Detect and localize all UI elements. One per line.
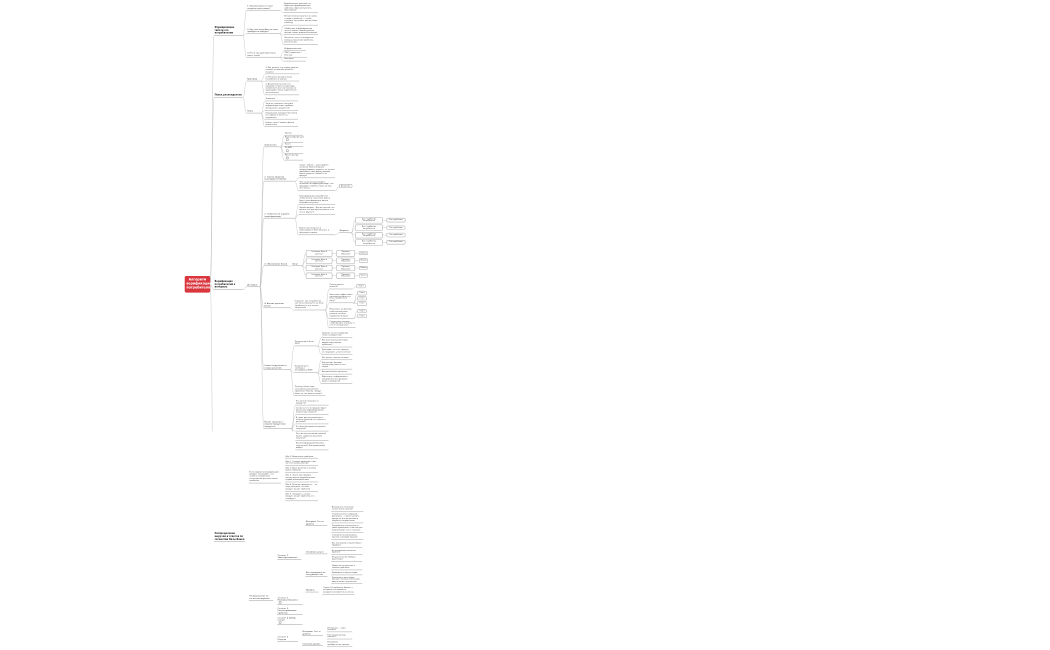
node-label: Важно: [360, 273, 367, 276]
node-label: Шаг 2. Ваше решение и почему важно (пример): [285, 466, 316, 472]
detail-node[interactable]: [265, 76, 299, 81]
topic-node[interactable]: [277, 617, 302, 625]
chain-node[interactable]: [387, 218, 406, 222]
node-label: 3. Актуальность опыта по каждому сегменту структуры: особенность всех согласных на аудиторию, лучше параллельно по сегментам: [265, 82, 297, 94]
detail-node[interactable]: [265, 121, 298, 126]
node-label: Интересно — надо платить?: [327, 626, 346, 631]
detail-node[interactable]: [285, 468, 318, 473]
node-label: Описание уровня: [302, 642, 321, 645]
node-label: Как искали решение (сбор вариантов решения проблемы): [321, 338, 348, 346]
node-label: Эксперты: [284, 57, 294, 60]
chain-node[interactable]: [359, 273, 368, 277]
detail-node[interactable]: [265, 83, 299, 95]
topic-node[interactable]: [247, 78, 261, 81]
node-label: Погружение в команду и интерфейсы (B2B): [294, 364, 313, 372]
node-label: Шаг 3. Зачем ваш продукт, почему важны проработанные первые взаимодействия: [285, 474, 316, 481]
detail-node[interactable]: [331, 506, 363, 511]
detail-node[interactable]: [299, 181, 336, 191]
node-label: Погружение в боль (B2C): [294, 340, 314, 345]
node-label: Потребитель столкнулся со своей проблемой, если смотрел (картинками) что-то похожее: [331, 524, 363, 531]
node-label: Сколько и что в продаже будет важно для информирования (советы при покупке): [295, 406, 327, 414]
node-label: Насколько, по-вашему, в обстоятельствах решена эта боль (проблема) в быту?: [329, 308, 352, 317]
detail-node[interactable]: [321, 357, 352, 360]
node-label: Знакомство: [264, 143, 277, 147]
node-label: 4. Анализ решения болей: [264, 302, 284, 308]
node-label: Видеоконференция: [284, 135, 304, 138]
node-label: Сегмент 4. Выбор (отказ): [277, 616, 296, 622]
node-label: Самое главное — разговорить человека. Важно вопросы сформулировать заранее, но нельзя навязывать свои формулировки. Нужно увидеть, поможет ли продукт: [299, 163, 335, 177]
detail-node[interactable]: [265, 112, 298, 120]
node-label: Описание боли и контекст: [311, 258, 328, 263]
chain-node[interactable]: [336, 250, 355, 256]
node-label: Этапы погружения от старых решений: [264, 364, 287, 369]
detail-node[interactable]: [331, 577, 362, 585]
node-label: Доп. проблемы потребителя: [361, 239, 376, 245]
node-label: Привести интересные и схожие проблемы: [331, 563, 355, 569]
detail-node[interactable]: [321, 362, 352, 370]
node-label: Шаг 0. Выявление проблемы: [285, 454, 314, 458]
node-label: 2. Реальная покупательная способность и усилия: [265, 75, 292, 80]
node-label: СМИ / маркетинг / блогеры: [284, 51, 302, 56]
topic-node[interactable]: [264, 421, 292, 429]
detail-node[interactable]: [294, 300, 325, 310]
node-label: Чем лучше вы разговорите человека (интервью-разговор), тем правдивее поймёте, было ли вам чем помочь: [299, 180, 334, 190]
topic-node[interactable]: [302, 631, 323, 637]
node-label: 1. Мог решать эту задачу раньше, в каком-то важном процессе покупки: [265, 66, 299, 73]
node-label: Сегмент 2. Неопределившиеся: [277, 596, 298, 602]
detail-node[interactable]: [327, 634, 352, 639]
topic-node[interactable]: [277, 607, 302, 615]
node-label: Сегмент 1. Заинтересованные: [277, 554, 298, 559]
detail-node[interactable]: [321, 371, 352, 374]
detail-node[interactable]: [321, 332, 352, 337]
node-label: Список 10 проблем в банках, с которыми сталкивается каждый пользователь за месяц: [322, 586, 354, 593]
topic-node[interactable]: [264, 365, 291, 371]
detail-node[interactable]: [285, 484, 318, 492]
topic-node[interactable]: [277, 597, 302, 605]
chain-node[interactable]: [359, 251, 368, 255]
node-label: Насколько эффективно пытались решить эту боль (проблему) в быту?: [329, 292, 353, 302]
node-label: Правило: [305, 588, 315, 592]
node-label: Описание боли и контекст: [311, 265, 328, 270]
topic-node[interactable]: [247, 28, 280, 34]
node-label: По SMS: [284, 146, 292, 149]
branch-topic[interactable]: [214, 280, 243, 289]
detail-node[interactable]: [285, 455, 318, 458]
topic-node[interactable]: [305, 589, 318, 592]
node-label: Распределение выручки и ответов по сегментам Базы Банка: [214, 532, 245, 541]
detail-node[interactable]: [285, 460, 318, 465]
detail-node[interactable]: [295, 426, 328, 431]
topic-node[interactable]: [305, 571, 327, 577]
answer-node[interactable]: [357, 296, 366, 300]
detail-node[interactable]: [331, 572, 362, 575]
node-label: Поиск респондентов: [214, 93, 242, 97]
node-label: Подписчики конкурентов (найти по глубине в почте и в подписках): [265, 111, 298, 119]
topic-node[interactable]: [305, 520, 327, 526]
topic-node[interactable]: [247, 5, 280, 11]
branch-topic[interactable]: [214, 27, 243, 36]
detail-node[interactable]: [329, 284, 352, 289]
collapse-indicator-icon[interactable]: [286, 156, 289, 159]
topic-node[interactable]: [247, 52, 280, 58]
node-label: Расчёт сведения с нашими продуктами (докрутка): [264, 420, 286, 428]
detail-node[interactable]: [284, 136, 303, 142]
node-label: 3. Кто и где действительно хочет этого?: [247, 51, 276, 57]
chain-node[interactable]: [355, 225, 383, 231]
detail-node[interactable]: [329, 309, 353, 319]
detail-node[interactable]: [265, 98, 298, 101]
node-label: Доп. проблемы потребителя: [361, 217, 376, 222]
node-label: Ответ: [359, 309, 365, 312]
topic-node[interactable]: [339, 230, 351, 233]
node-label: Чаты по тематике (получить информацию через профиль, обсуждения, документы): [265, 102, 294, 109]
node-label: Важно: [360, 251, 367, 254]
root-topic[interactable]: [185, 276, 210, 293]
node-label: Доп. проблемы потребителя: [361, 225, 376, 230]
node-label: Критерии: что этот продукт не покрывает, узнать мнение: [321, 348, 351, 353]
node-label: Посмотреть настоящие выгоды / помощь (насколько важно какое-то решение): [331, 576, 360, 583]
node-label: Важно: [360, 258, 367, 262]
node-label: Академия: [340, 184, 351, 187]
topic-node[interactable]: [277, 636, 298, 642]
node-label: Тип проблемы: [389, 233, 403, 236]
topic-node[interactable]: [305, 551, 327, 554]
topic-node[interactable]: [277, 554, 301, 560]
node-label: Сколько вы платили, чтобы решить эту боль, и что не получилось?: [329, 319, 355, 327]
node-label: Верификация потребителей в интервью: [214, 279, 236, 289]
node-label: Шаг 1. Сколько проблема стоит, частота каких решений: [285, 459, 317, 465]
detail-node[interactable]: [284, 147, 303, 153]
detail-node[interactable]: [327, 627, 352, 632]
detail-node[interactable]: [284, 58, 306, 61]
node-label: Запчасти: что-то стандартное, помощь в решении проблемы, впечатления: [284, 36, 315, 44]
node-label: Распределение по сегментам воронки: [249, 595, 270, 600]
topic-node[interactable]: [264, 176, 295, 182]
detail-node[interactable]: [329, 321, 356, 329]
node-label: Тип проблемы: [389, 240, 403, 244]
topic-node[interactable]: [302, 643, 323, 646]
node-label: Информационные: [284, 47, 302, 50]
detail-node[interactable]: [331, 525, 363, 533]
detail-node[interactable]: [295, 400, 328, 405]
chain-node[interactable]: [359, 258, 368, 262]
answer-node[interactable]: [357, 314, 366, 318]
detail-node[interactable]: [284, 16, 318, 26]
answer-node[interactable]: [356, 284, 365, 288]
node-label: Впечатление результата в каком-то виде и шаблоне — чтобы получить настоящее впечатление и выгоду: [284, 15, 318, 24]
node-label: Способ оплаты: например, рассрочка — нужно сделать продукты для включения и запросы стандартными: [331, 512, 360, 522]
node-label: Если произвели верификацию: продукт показывает, что клиенты недовольны потенциалом решения своей проблемы: [249, 470, 280, 482]
detail-node[interactable]: [322, 587, 354, 595]
node-label: Настроение боковой экспертизы решать этот запрос: [321, 361, 346, 368]
chain-node[interactable]: [306, 265, 333, 271]
node-label: Боли: [292, 262, 298, 265]
chain-node[interactable]: [387, 225, 406, 229]
node-label: Интервью. Тест и уровень: [305, 520, 324, 525]
detail-node[interactable]: [295, 433, 328, 441]
node-label: Звонок: [284, 131, 292, 134]
collapse-indicator-icon[interactable]: [278, 601, 281, 604]
node-label: Как учили, сколько человек: [321, 356, 349, 359]
collapse-indicator-icon[interactable]: [286, 138, 289, 141]
collapse-indicator-icon[interactable]: [278, 621, 281, 624]
node-label: Способность реализовать нужные сценарии покупок: [331, 533, 358, 539]
node-label: Какой информацией боялись поделиться? Или правильный выбор?: [295, 441, 325, 449]
node-label: Трансформация потребителя: чтобы узнать, насколько важна будет трансформация, важно потребителя узнать: [299, 194, 330, 204]
detail-node[interactable]: [284, 37, 318, 45]
node-label: Знакомые: [265, 97, 276, 100]
node-label: Описание боли и контекст: [311, 272, 328, 278]
node-label: Важно: [360, 266, 367, 269]
node-label: Интервью: [247, 283, 258, 286]
detail-node[interactable]: [331, 557, 362, 562]
node-label: 2. Особенности в уровне трансформации: [264, 212, 290, 218]
detail-node[interactable]: [265, 67, 299, 75]
topic-node[interactable]: [264, 303, 291, 309]
node-label: Почта: [284, 142, 291, 145]
detail-node[interactable]: [331, 542, 362, 547]
chain-node[interactable]: [336, 272, 355, 278]
detail-node[interactable]: [284, 132, 303, 135]
node-label: Поиск: [247, 110, 254, 113]
detail-node[interactable]: [284, 52, 307, 57]
answer-node[interactable]: [357, 309, 366, 313]
node-label: Причина (Почему?): [341, 258, 351, 263]
node-label: 1. Какой результат хочет получить наш клиент?: [247, 4, 274, 10]
node-label: Причина (Почему?): [341, 250, 351, 255]
node-label: Ответ: [359, 314, 365, 317]
detail-node[interactable]: [295, 443, 328, 451]
topic-node[interactable]: [247, 283, 260, 286]
node-label: Доп. проблемы потребителя: [361, 232, 376, 237]
node-label: Почему сейчас надо пользоваться решением проблемы? Почему «вокруг боли» не так важно сейчас?: [294, 385, 323, 395]
detail-node[interactable]: [329, 293, 353, 303]
chain-node[interactable]: [306, 258, 333, 264]
detail-node[interactable]: [327, 641, 352, 646]
node-label: Ответ: [359, 291, 365, 294]
chain-node[interactable]: [336, 265, 355, 271]
node-label: Алгоритм верификации потребителя: [186, 278, 212, 290]
node-label: Тип проблемы: [389, 218, 403, 221]
branch-topic[interactable]: [214, 533, 245, 542]
topic-node[interactable]: [249, 595, 273, 601]
node-label: Как переводить на следующий этап: [305, 571, 326, 576]
node-label: Обобщение в формировании чего-то нового (новый уровень дохода, новые взаимоотношения): [284, 26, 318, 34]
chain-node[interactable]: [306, 250, 333, 256]
detail-node[interactable]: [331, 513, 363, 523]
node-label: Сегмент 5. Покупка: [277, 635, 289, 641]
node-label: Причина (Почему?): [341, 265, 351, 270]
node-label: Тип проблемы: [389, 225, 403, 229]
chain-node[interactable]: [387, 233, 406, 237]
answer-node[interactable]: [339, 184, 352, 188]
answer-node[interactable]: [357, 291, 366, 295]
node-label: Задаём вопрос: «Как вы поняли, что именно это вам нужно решить, а не что-то другое?»: [299, 206, 335, 213]
detail-node[interactable]: [285, 475, 318, 483]
node-label: Шаг 5. Обсудить, что ваш продукт решит проблему, кто планирует: [285, 492, 315, 500]
detail-node[interactable]: [331, 534, 363, 539]
node-label: Описание боли и контекст: [311, 250, 328, 255]
node-label: Важно натолкнуться и собеседовать? Или помогать и обсуждать задачи: [299, 226, 330, 234]
node-label: 3. Обоснование болей: [264, 262, 287, 265]
detail-node[interactable]: [321, 376, 352, 384]
chain-node[interactable]: [306, 272, 333, 278]
node-label: 1. Список вопросов (сценарий интервью): [264, 175, 287, 181]
detail-node[interactable]: [284, 3, 318, 13]
answer-node[interactable]: [357, 301, 366, 305]
collapse-indicator-icon[interactable]: [286, 149, 289, 152]
chain-node[interactable]: [355, 232, 383, 238]
branch-topic[interactable]: [214, 94, 243, 98]
node-label: Шаг 4. Пока вы проверяете — не надо убеждать, что ваш продукт решит проблему: [285, 483, 318, 490]
detail-node[interactable]: [321, 349, 352, 354]
detail-node[interactable]: [294, 386, 325, 396]
detail-node[interactable]: [295, 407, 328, 415]
detail-node[interactable]: [299, 164, 336, 178]
detail-node[interactable]: [299, 207, 336, 215]
node-label: Мессенджеры: [284, 153, 299, 156]
chain-node[interactable]: [355, 239, 383, 245]
node-label: Как настроили в нашей (ввод / профиль): [331, 541, 362, 547]
detail-node[interactable]: [321, 340, 352, 348]
node-label: Ответ: [359, 296, 365, 300]
node-label: Задание: по исследованию темы в сообществах: [321, 331, 349, 337]
node-label: Как в вашу выгоду платёж?: [327, 633, 346, 638]
detail-node[interactable]: [265, 103, 298, 111]
topic-node[interactable]: [264, 213, 295, 219]
detail-node[interactable]: [294, 365, 317, 373]
node-label: Почему важно решить?: [329, 283, 344, 288]
detail-node[interactable]: [299, 227, 336, 235]
node-label: Основные услуги: [305, 550, 324, 553]
node-label: Критерии: [247, 78, 258, 81]
node-label: Что хотели получить от продукта?: [295, 399, 319, 405]
chain-node[interactable]: [387, 240, 406, 244]
node-label: Причина (Почему?): [341, 272, 351, 278]
node-label: Российское приобретение продаж: [327, 640, 350, 646]
node-label: Включили в несколько сегментов (в каталог): [331, 505, 354, 511]
topic-node[interactable]: [264, 263, 288, 266]
node-label: Выработанное решение: из образцов сформированные шаблоны, образ результата, обоснование: [284, 2, 312, 11]
node-label: Чего вы хотели одной кнопкой (более сервисное решение покупки)?: [295, 432, 326, 440]
detail-node[interactable]: [284, 154, 303, 160]
detail-node[interactable]: [285, 493, 318, 501]
node-label: Ответ: [358, 284, 364, 287]
node-label: Ответ: [359, 302, 365, 305]
node-label: На достигнутом (выбор / адаптация): [331, 556, 356, 561]
detail-node[interactable]: [295, 417, 328, 425]
detail-node[interactable]: [331, 565, 362, 570]
node-label: Опишите: как потребитель сам пытался решить эту боль (проблему) и что в итоге получилось: [294, 299, 324, 309]
node-label: Вопросы: [339, 229, 349, 232]
node-label: Пробовать и свои истории: [331, 571, 358, 574]
detail-node[interactable]: [331, 549, 362, 554]
topic-node[interactable]: [247, 110, 261, 113]
detail-node[interactable]: [249, 471, 281, 483]
node-label: Формирование гипотез по потребителям: [214, 25, 235, 35]
detail-node[interactable]: [299, 195, 336, 205]
chain-node[interactable]: [336, 258, 355, 264]
topic-node[interactable]: [292, 263, 302, 266]
topic-node[interactable]: [264, 144, 281, 147]
node-label: Сегмент 3. Рассматривающие проблему: [277, 607, 297, 614]
node-label: Маркетинг: информация и потребители из программ, видео и продуктов: [321, 375, 348, 382]
node-label: Интервью. Тест и уровень: [302, 630, 321, 635]
chain-node[interactable]: [355, 217, 383, 223]
chain-node[interactable]: [359, 266, 368, 270]
node-label: Базовые бизнес-процессы: [321, 370, 348, 373]
node-label: Что было бы идеально решить покупкой?: [295, 425, 326, 430]
detail-node[interactable]: [294, 341, 317, 346]
detail-node[interactable]: [284, 28, 318, 36]
node-label: В каких разных решениях и почему перешли (не только от решения)?: [295, 416, 326, 423]
node-label: 2. Как наш потребитель хочет приобрести продукт?: [247, 28, 279, 33]
node-label: Кейсы, чаты. Главные фишки описателей: [265, 120, 295, 126]
node-label: На основании связанных проблем: [331, 548, 356, 554]
